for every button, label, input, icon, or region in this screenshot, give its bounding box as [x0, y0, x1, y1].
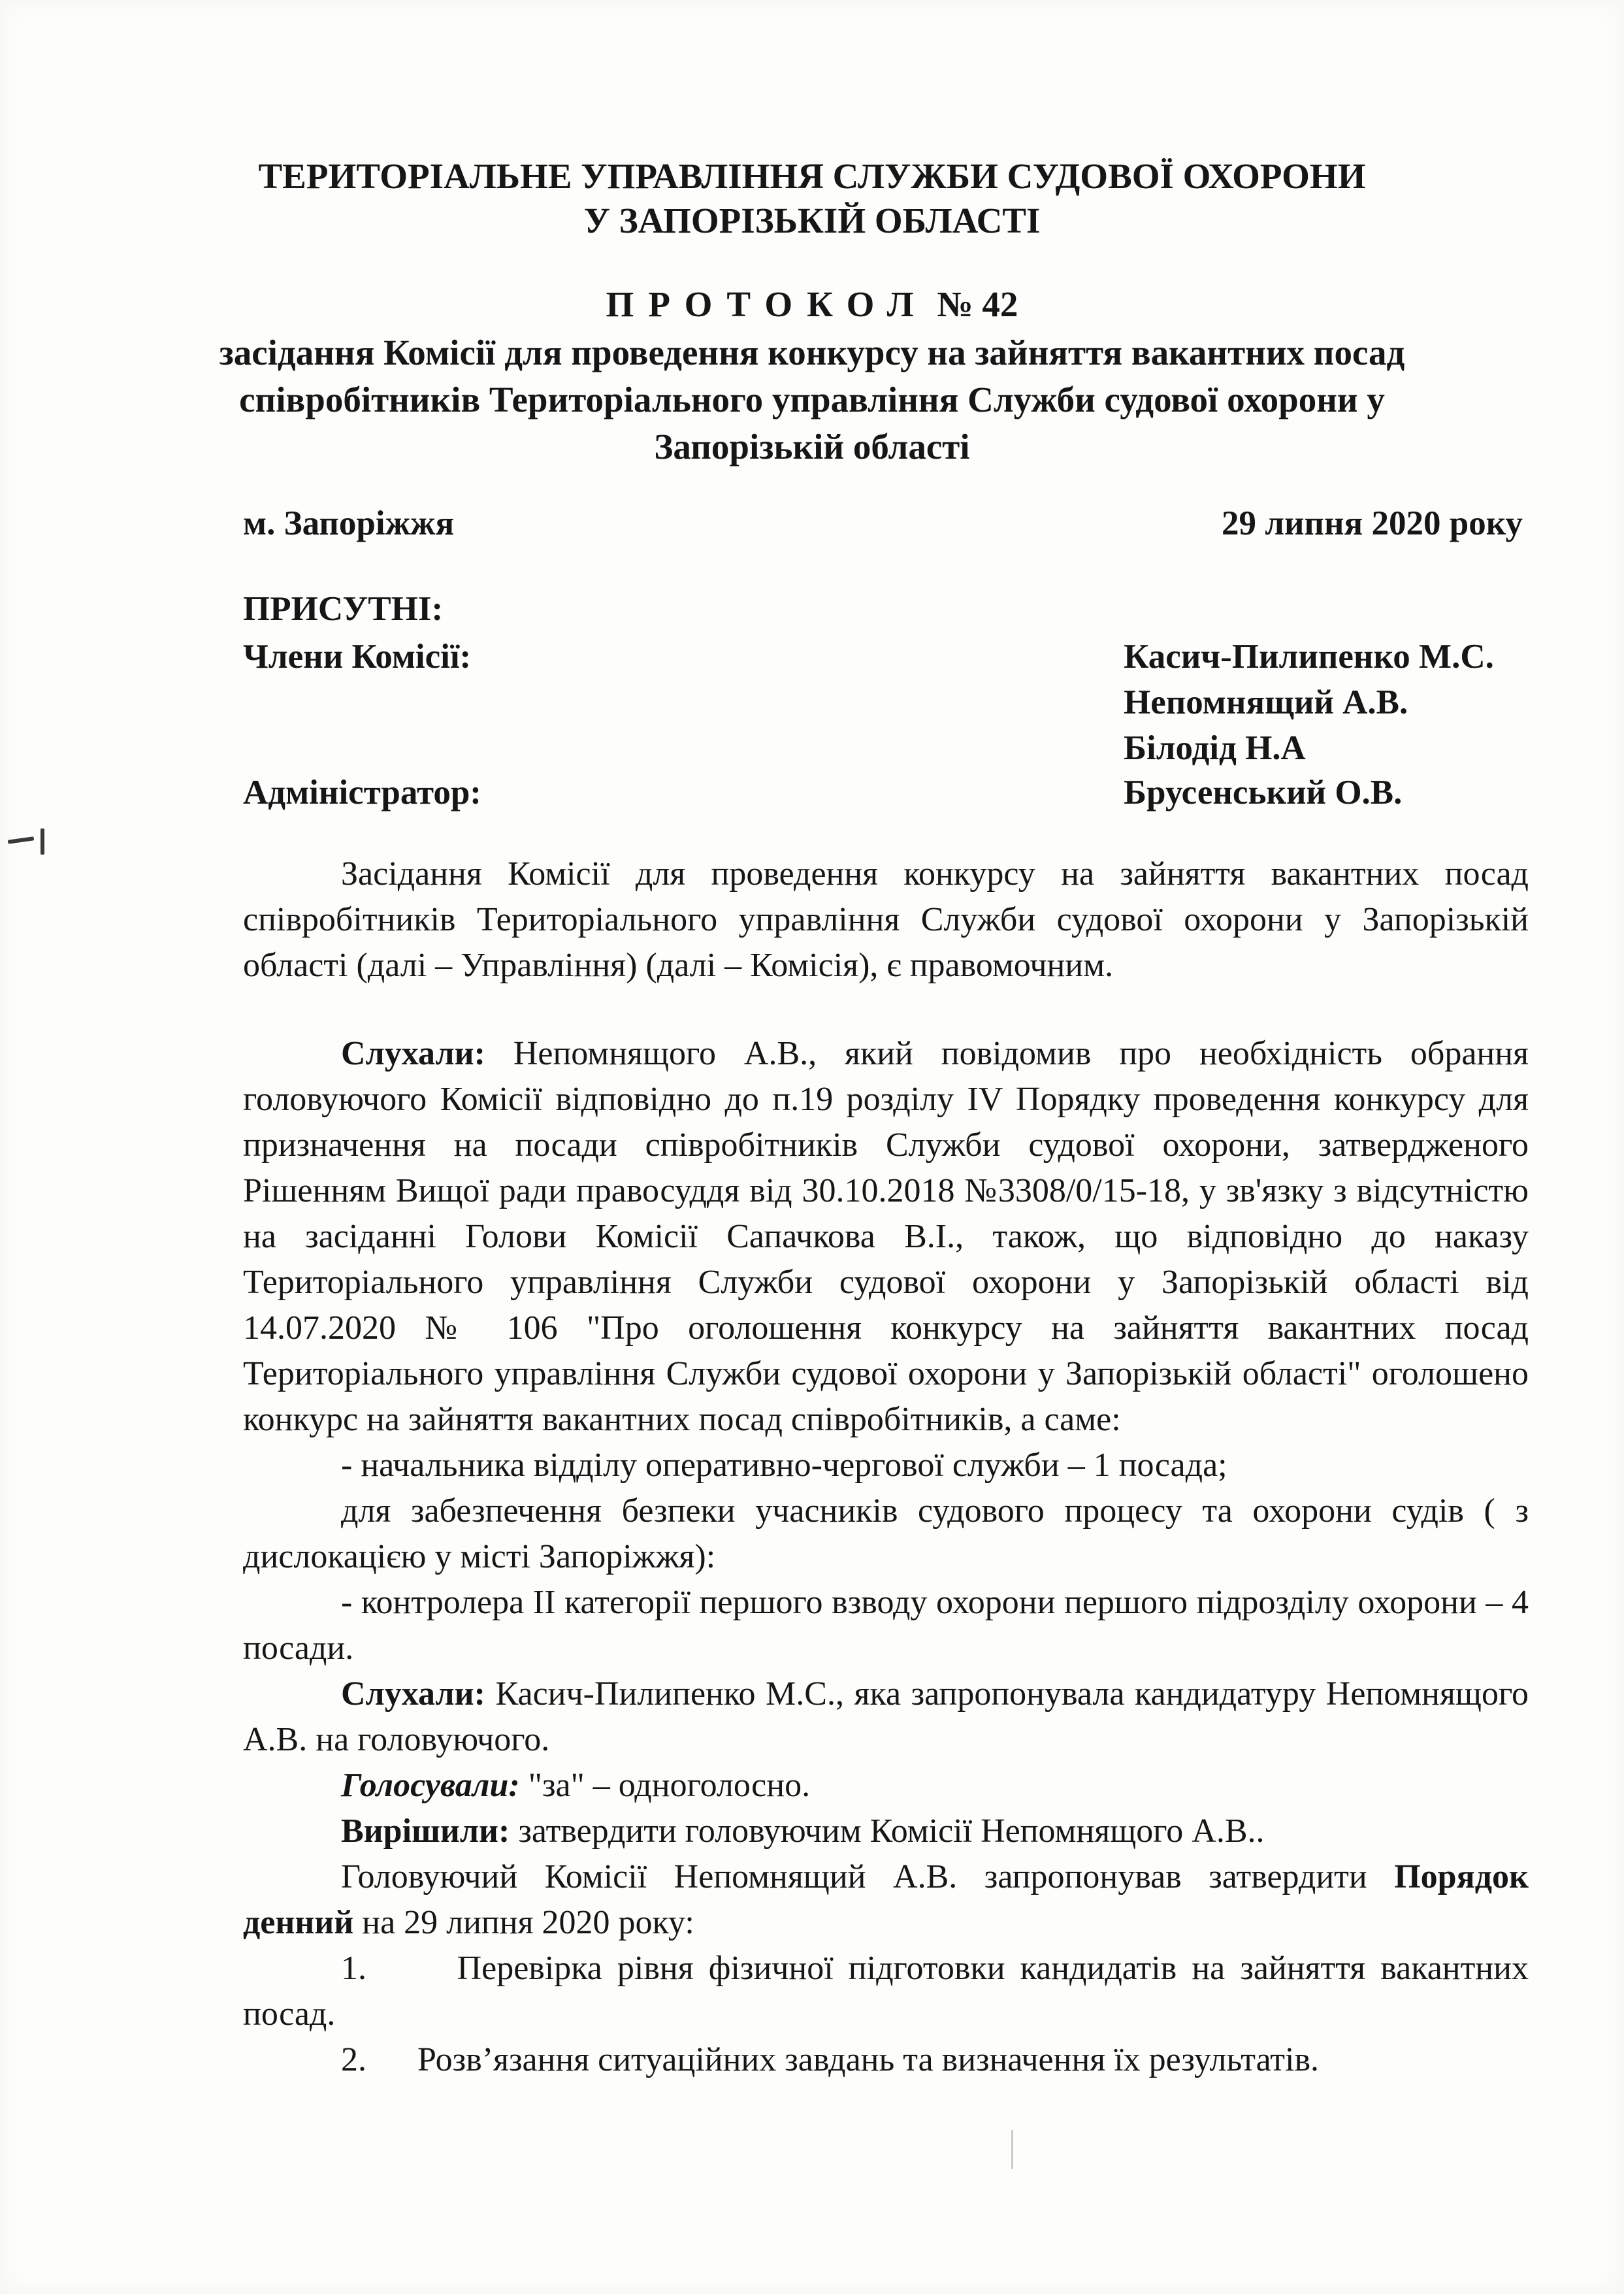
- chair-text: Головуючий Комісії Непомнящий А.В. запропонував затвердити: [341, 1858, 1395, 1895]
- voted-text: "за" – одноголосно.: [519, 1767, 811, 1804]
- present-label: ПРИСУТНІ:: [243, 590, 444, 628]
- subtitle-line-2: співробітників Територіального управління Служби судової охорони у: [239, 380, 1385, 419]
- heard-label: Слухали:: [341, 1035, 485, 1072]
- agenda-item: [243, 2037, 1529, 2083]
- heard-paragraph-1: [243, 1031, 1529, 1443]
- heard-label: Слухали:: [341, 1675, 485, 1712]
- intro-paragraph: Засідання Комісії для проведення конкурсу на зайняття вакантних посад співробітників Територіального управління Служби судової охорони у Запорізькій області (далі – Управління) (далі – Комісія), є правомочним.: [243, 855, 1529, 984]
- decided-text: затвердити головуючим Комісії Непомнящого А.В..: [510, 1812, 1265, 1850]
- agenda-item-text: Перевірка рівня фізичної підготовки кандидатів на зайняття вакантних посад.: [243, 1950, 1529, 2033]
- protocol-subtitle: [196, 329, 1428, 470]
- protocol-number: № 42: [937, 284, 1018, 324]
- agenda-label: Порядок денний: [243, 1858, 1529, 1941]
- organization-heading: [196, 154, 1428, 243]
- org-line-1: ТЕРИТОРІАЛЬНЕ УПРАВЛІННЯ СЛУЖБИ СУДОВОЇ ОХОРОНИ: [258, 156, 1366, 196]
- admin-name: Брусенський О.В.: [1124, 774, 1403, 811]
- scan-artifact: [8, 836, 34, 844]
- chair-paragraph: [243, 1854, 1529, 1946]
- agenda-item: [243, 1946, 1529, 2037]
- agenda-text: на 29 липня 2020 року:: [353, 1904, 694, 1941]
- subtitle-line-1: засідання Комісії для проведення конкурсу на зайняття вакантних посад: [219, 333, 1405, 372]
- member-name: Білодід Н.А: [1124, 729, 1306, 767]
- position-item: - начальника відділу оперативно-чергової служби – 1 посада;: [341, 1447, 1227, 1484]
- heard-text: Касич-Пилипенко М.С., яка запропонувала кандидатуру Непомнящого А.В. на головуючого.: [243, 1675, 1529, 1758]
- scan-artifact: [41, 828, 44, 855]
- agenda-item-number: 2.: [341, 2041, 366, 2078]
- decided-label: Вирішили:: [341, 1812, 510, 1850]
- members-label: Члени Комісії:: [243, 638, 472, 676]
- heard-paragraph-2: [243, 1671, 1529, 1763]
- voted-label: Голосували:: [341, 1767, 520, 1804]
- subtitle-line-3: Запорізькій області: [654, 427, 970, 467]
- date: 29 липня 2020 року: [1221, 504, 1523, 542]
- heard-text: Непомнящого А.В., який повідомив про необхідність обрання головуючого Комісії відповідно до п.19 розділу IV Порядку проведення конкурсу для призначення на посади співробітників Служби судової охорони, затвердженого Рішенням Вищої ради правосуддя від 30.10.2018 №3308/0/15-18, у зв'язку з відсутністю на засіданні Голови Комісії Сапачкова В.І., також, що відповідно до наказу Територіального управління Служби судової охорони у Запорізькій області від 14.07.2020 № 106 "Про оголошення конкурсу на зайняття вакантних посад Територіального управління Служби судової охорони у Запорізькій області" оголошено конкурс на зайняття вакантних посад співробітників, а саме:: [243, 1035, 1529, 1438]
- members-list: [1124, 634, 1494, 771]
- agenda-item-text: Розв’язання ситуаційних завдань та визначення їх результатів.: [417, 2041, 1320, 2078]
- protocol-title: ПРОТОКОЛ: [606, 284, 928, 324]
- scan-artifact: [1011, 2130, 1013, 2169]
- security-line: для забезпечення безпеки учасників судового процесу та охорони судів ( з дислокацією у місті Запоріжжя):: [243, 1492, 1529, 1575]
- position-item: - контролера ІІ категорії першого взводу охорони першого підрозділу охорони – 4 посади.: [243, 1584, 1529, 1667]
- agenda-item-number: 1.: [341, 1950, 366, 1987]
- voted-paragraph: [243, 1763, 1529, 1809]
- place: м. Запоріжжя: [243, 504, 455, 542]
- org-line-2: У ЗАПОРІЗЬКІЙ ОБЛАСТІ: [583, 201, 1041, 240]
- admin-label: Адміністратор:: [243, 774, 481, 811]
- decided-paragraph: [243, 1809, 1529, 1854]
- minutes-body: [243, 1031, 1529, 2083]
- member-name: Непомнящий А.В.: [1124, 683, 1408, 721]
- protocol-heading: [196, 282, 1428, 327]
- member-name: Касич-Пилипенко М.С.: [1124, 638, 1494, 676]
